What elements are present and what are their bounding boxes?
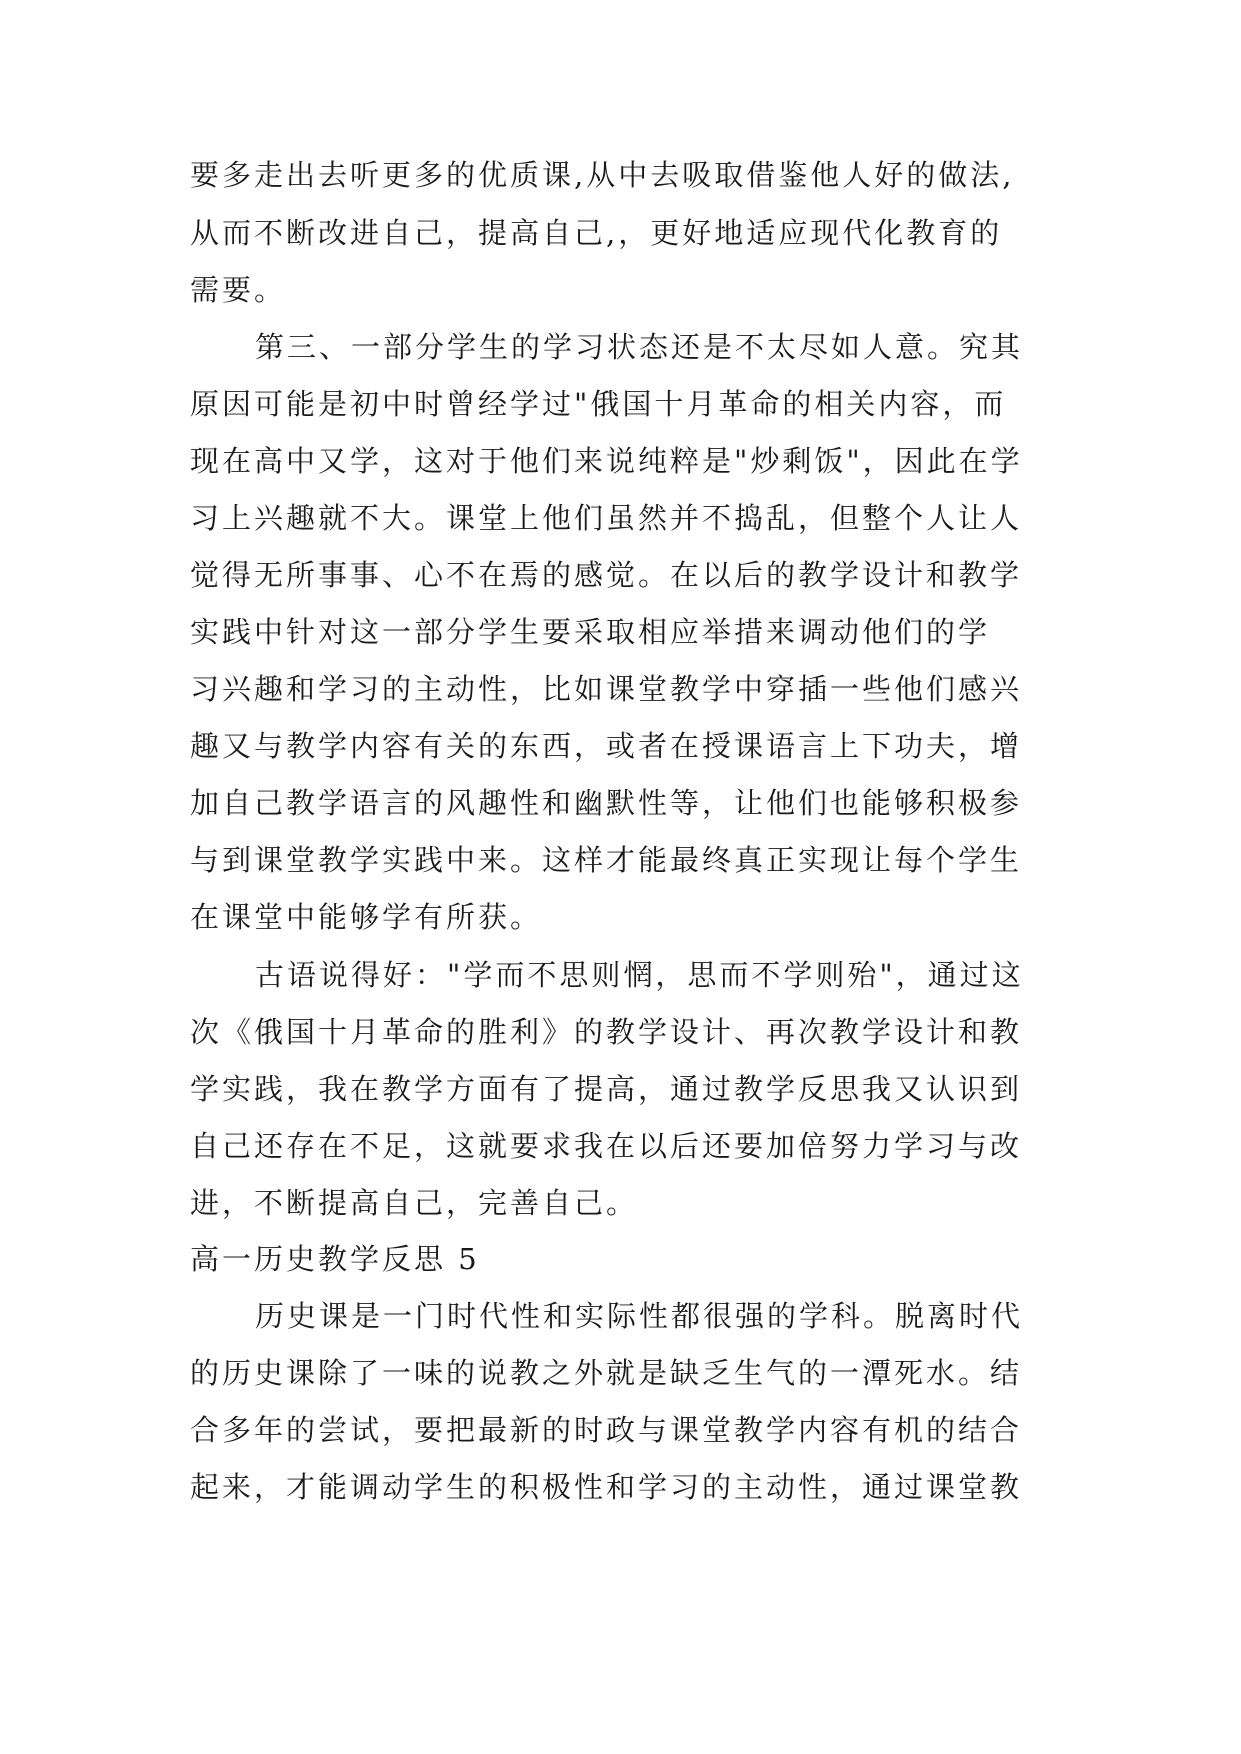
text-line: 从而不断改进自己，提高自己,，更好地适应现代化教育的 <box>190 216 1003 250</box>
text-line: 习上兴趣就不大。课堂上他们虽然并不捣乱，但整个人让人 <box>190 501 1023 535</box>
text-line: 次《俄国十月革命的胜利》的教学设计、再次教学设计和教 <box>190 1015 1023 1049</box>
text-line: 自己还存在不足，这就要求我在以后还要加倍努力学习与改 <box>190 1129 1023 1163</box>
text-line: 合多年的尝试，要把最新的时政与课堂教学内容有机的结合 <box>190 1413 1023 1447</box>
paragraph-start-line: 古语说得好："学而不思则惘，思而不学则殆"，通过这 <box>255 958 1024 992</box>
text-line: 习兴趣和学习的主动性，比如课堂教学中穿插一些他们感兴 <box>190 672 1023 706</box>
text-line: 与到课堂教学实践中来。这样才能最终真正实现让每个学生 <box>190 843 1023 877</box>
paragraph-start-line: 历史课是一门时代性和实际性都很强的学科。脱离时代 <box>255 1299 1024 1333</box>
text-line: 进，不断提高自己，完善自己。 <box>190 1186 639 1220</box>
text-line: 要多走出去听更多的优质课,从中去吸取借鉴他人好的做法, <box>190 158 1015 192</box>
text-line: 起来，才能调动学生的积极性和学习的主动性，通过课堂教 <box>190 1470 1023 1504</box>
section-heading: 高一历史教学反思 5 <box>190 1242 480 1276</box>
text-line: 现在高中又学，这对于他们来说纯粹是"炒剩饭"，因此在学 <box>190 444 1023 478</box>
text-line: 学实践，我在教学方面有了提高，通过教学反思我又认识到 <box>190 1072 1023 1106</box>
text-line: 觉得无所事事、心不在焉的感觉。在以后的教学设计和教学 <box>190 558 1023 592</box>
text-line: 趣又与教学内容有关的东西，或者在授课语言上下功夫，增 <box>190 729 1023 763</box>
text-line: 加自己教学语言的风趣性和幽默性等，让他们也能够积极参 <box>190 786 1023 820</box>
text-line: 的历史课除了一味的说教之外就是缺乏生气的一潭死水。结 <box>190 1356 1023 1390</box>
text-line: 原因可能是初中时曾经学过"俄国十月革命的相关内容，而 <box>190 387 1007 421</box>
paragraph-start-line: 第三、一部分学生的学习状态还是不太尽如人意。究其 <box>255 330 1024 364</box>
text-line: 在课堂中能够学有所获。 <box>190 900 543 934</box>
text-line: 实践中针对这一部分学生要采取相应举措来调动他们的学 <box>190 615 991 649</box>
text-line: 需要。 <box>190 273 287 307</box>
